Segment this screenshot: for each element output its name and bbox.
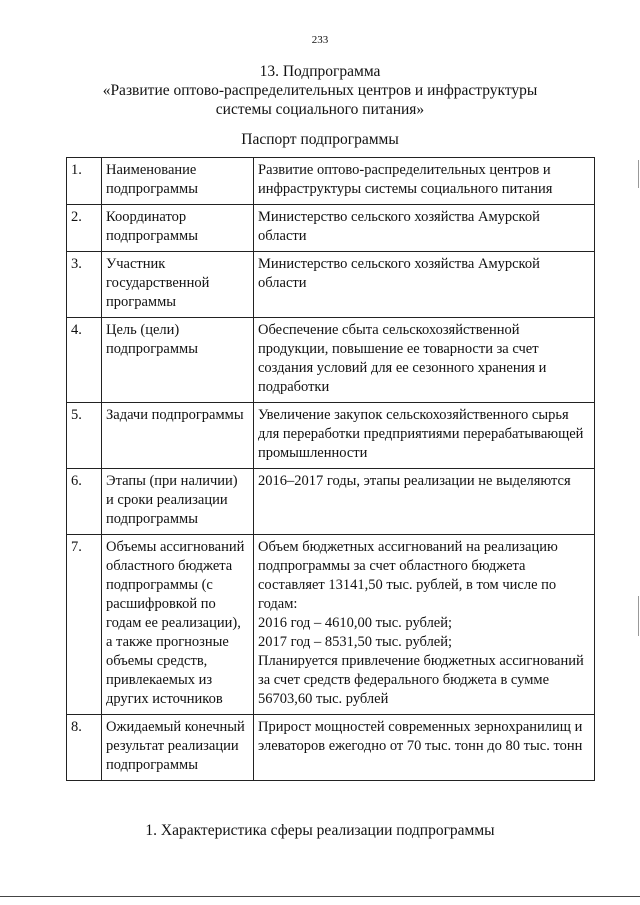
table-row (67, 715, 595, 781)
row-name: Цель (цели) подпрограммы (102, 318, 254, 403)
row-name: Наименование подпрограммы (102, 158, 254, 205)
row-number: 4. (67, 318, 102, 403)
passport-title: Паспорт подпрограммы (241, 131, 399, 148)
table-row (67, 158, 595, 205)
row-number: 7. (67, 535, 102, 715)
budget-total-line: Объем бюджетных ассигнований на реализацию подпрограммы за счет областного бюджета составляет 13141,50 тыс. рублей, в том числе по годам: (258, 539, 558, 612)
subprogram-title (0, 62, 640, 119)
row-number: 6. (67, 469, 102, 535)
page-number: 233 (311, 34, 329, 46)
federal-budget-line: Планируется привлечение бюджетных ассигнований за счет средств федерального бюджета в сумме 56703,60 тыс. рублей (258, 653, 584, 707)
passport-table (66, 157, 595, 781)
budget-2016-line: 2016 год – 4610,00 тыс. рублей; (258, 615, 453, 631)
row-value (254, 535, 595, 715)
table-row (67, 535, 595, 715)
table-row (67, 252, 595, 318)
table-row (67, 318, 595, 403)
row-value: Министерство сельского хозяйства Амурской области (254, 252, 595, 318)
scan-edge-mark (638, 160, 639, 188)
row-value: Увеличение закупок сельскохозяйственного сырья для переработки предприятиями перерабатывающей промышленности (254, 403, 595, 469)
row-name: Ожидаемый конечный результат реализации подпрограммы (102, 715, 254, 781)
section-heading: 1. Характеристика сферы реализации подпрограммы (145, 822, 495, 839)
row-name: Задачи подпрограммы (102, 403, 254, 469)
row-value: Министерство сельского хозяйства Амурской области (254, 205, 595, 252)
row-number: 1. (67, 158, 102, 205)
row-name: Этапы (при наличии) и сроки реализации подпрограммы (102, 469, 254, 535)
row-number: 8. (67, 715, 102, 781)
title-line-3: системы социального питания» (215, 101, 425, 118)
table-row (67, 469, 595, 535)
row-name: Объемы ассигнований областного бюджета подпрограммы (с расшифровкой по годам ее реализации), а также прогнозные объемы средств, привлекаемых из других источников (102, 535, 254, 715)
row-name: Участник государственной программы (102, 252, 254, 318)
row-number: 3. (67, 252, 102, 318)
row-name: Координатор подпрограммы (102, 205, 254, 252)
row-number: 5. (67, 403, 102, 469)
scan-edge-line (0, 896, 640, 897)
scan-edge-mark (638, 596, 639, 636)
budget-2017-line: 2017 год – 8531,50 тыс. рублей; (258, 634, 453, 650)
row-value: Прирост мощностей современных зернохранилищ и элеваторов ежегодно от 70 тыс. тонн до 80 тыс. тонн (254, 715, 595, 781)
row-value: 2016–2017 годы, этапы реализации не выделяются (254, 469, 595, 535)
title-line-1: 13. Подпрограмма (259, 63, 381, 80)
table-row (67, 205, 595, 252)
row-number: 2. (67, 205, 102, 252)
title-line-2: «Развитие оптово-распределительных центров и инфраструктуры (102, 82, 538, 99)
row-value: Обеспечение сбыта сельскохозяйственной продукции, повышение ее товарности за счет создания условий для ее сезонного хранения и подработки (254, 318, 595, 403)
table-row (67, 403, 595, 469)
row-value: Развитие оптово-распределительных центров и инфраструктуры системы социального питания (254, 158, 595, 205)
